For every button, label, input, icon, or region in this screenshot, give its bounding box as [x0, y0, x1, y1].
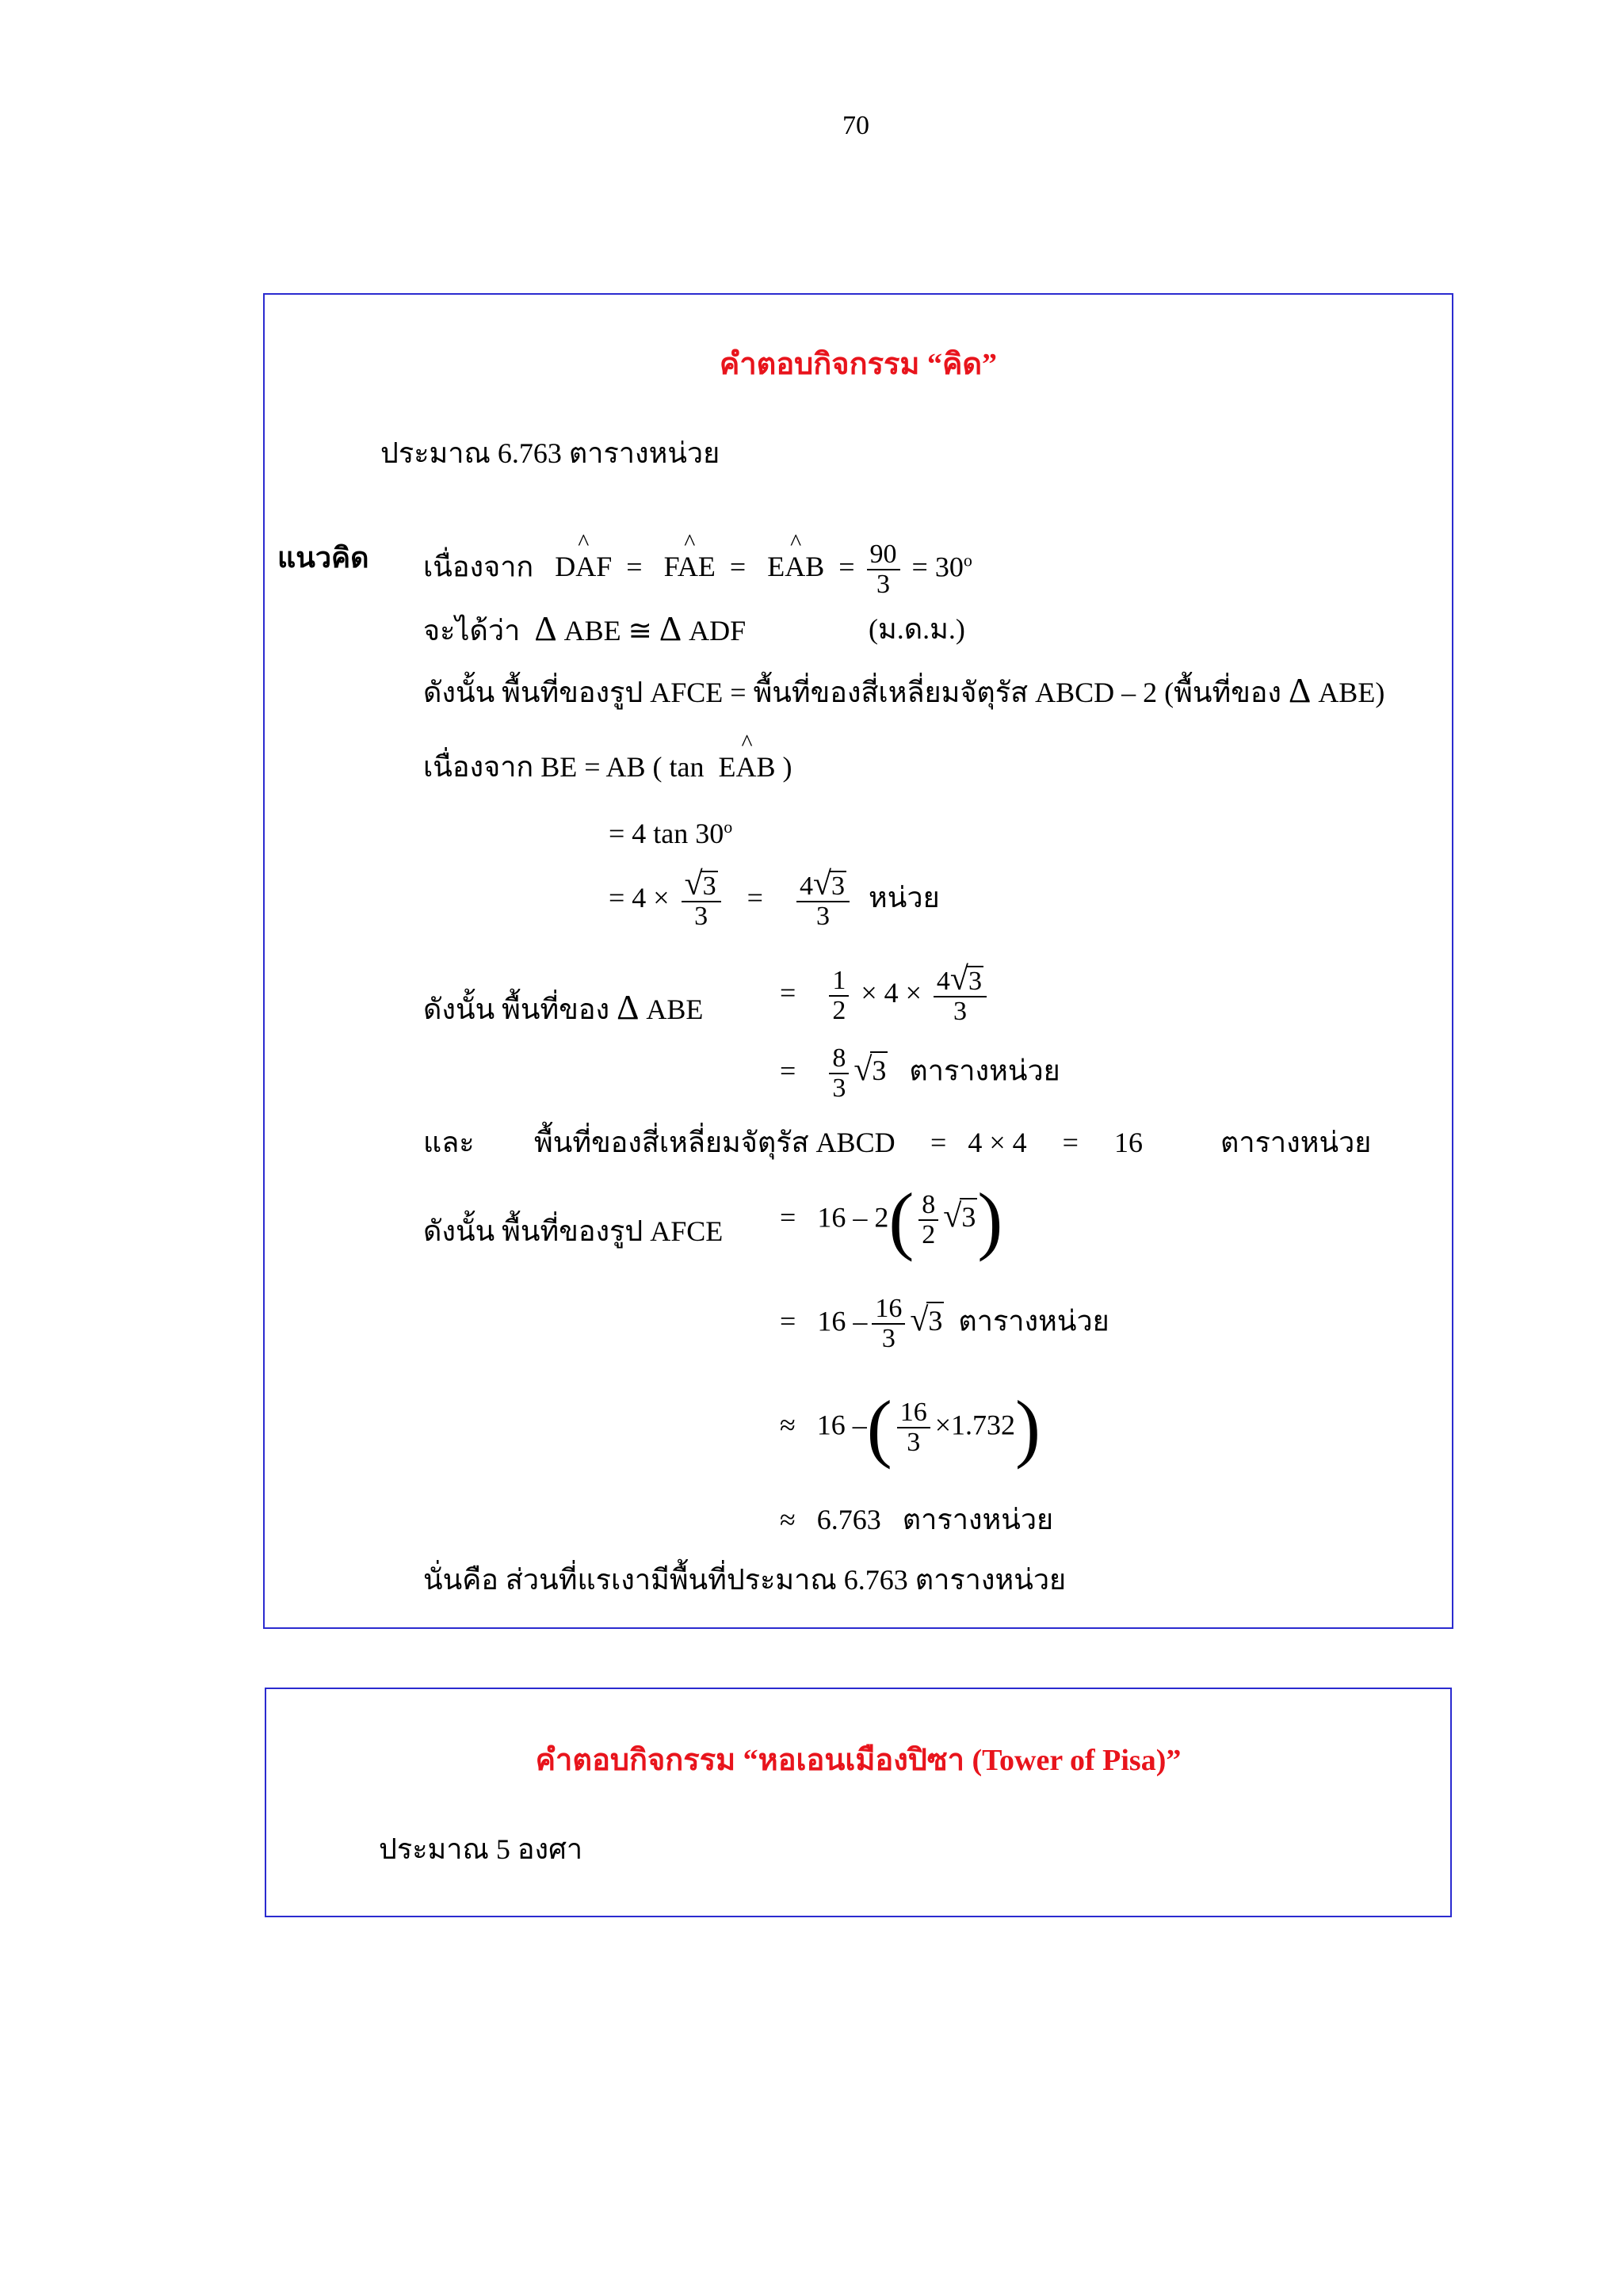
- thirty: 30: [934, 551, 964, 583]
- afce-result: ≈ 6.763 ตารางหน่วย: [780, 1504, 1054, 1535]
- afce-expr-1: = 16 – 2( $\frac{8}{2}$ √3): [780, 1177, 1003, 1262]
- conclusion-line: นั่นคือ ส่วนที่แรเงามีพื้นที่ประมาณ 6.763 ตารางหน่วย: [423, 1564, 1067, 1596]
- area-abe-value: = $\frac{8}{3}$ √3 ตารางหน่วย: [780, 1043, 1060, 1103]
- box-title: คำตอบกิจกรรม “คิด”: [719, 348, 998, 381]
- mdm-reason: (ม.ด.ม.): [869, 613, 965, 645]
- answer-box-pisa: [265, 1688, 1452, 1917]
- method-label: แนวคิด: [277, 542, 369, 574]
- angle-eab: ^ EAB: [767, 549, 824, 584]
- answer-line: ประมาณ 5 องศา: [379, 1833, 583, 1865]
- area-relation-line: ดังนั้น พื้นที่ของรูป AFCE = พื้นที่ของสี่เหลี่ยมจัตุรัส ABCD – 2 (พื้นที่ของ Δ ABE): [423, 671, 1385, 710]
- angle-equation: เนื่องจาก ^ DAF = ^ FAE = ^ EAB = $\frac{90}{3}$ = $30^o$: [423, 540, 972, 599]
- answer-box-think: [263, 293, 1453, 1629]
- abcd-area-label: พื้นที่ของสี่เหลี่ยมจัตุรัส ABCD: [534, 1127, 896, 1158]
- page-number: 70: [842, 111, 869, 140]
- box-title: คำตอบกิจกรรม “หอเอนเมืองปิซา (Tower of Pisa)”: [535, 1744, 1182, 1777]
- afce-expr-3: ≈ 16 –( $\frac{16}{3}$ ×1.732): [780, 1385, 1041, 1470]
- and-word: และ: [423, 1127, 475, 1158]
- abcd-unit: ตารางหน่วย: [1220, 1127, 1372, 1158]
- congruence-line: จะได้ว่า Δ ABE ≅ Δ ADF: [423, 609, 747, 648]
- be-line: เนื่องจาก BE = AB ( tan ^ EAB ): [423, 749, 792, 784]
- angle-daf: ^ DAF: [555, 549, 612, 584]
- be-value-line: = 4 × $\frac{√3}{3}$ = $\frac{4√3}{3}$ หน่วย: [609, 866, 940, 931]
- answer-line: ประมาณ 6.763 ตารางหน่วย: [380, 437, 720, 469]
- fraction-90-3: $\frac{90}{3}$: [867, 540, 900, 599]
- since-word: เนื่องจาก: [423, 551, 534, 583]
- angle-fae: ^ FAE: [664, 549, 716, 584]
- afce-expr-2: = 16 – $\frac{16}{3}$ √3 ตารางหน่วย: [780, 1294, 1109, 1353]
- afce-area-label: ดังนั้น พื้นที่ของรูป AFCE: [423, 1215, 724, 1247]
- abcd-area-expr: = 4 × 4 = 16: [930, 1127, 1143, 1158]
- area-abe-expr: = $\frac{1}{2}$ × 4 × $\frac{4√3}{3}$: [780, 965, 991, 1026]
- area-abe-label: ดังนั้น พื้นที่ของ Δ ABE: [423, 988, 704, 1027]
- tan30-line: = 4 tan 30$^o$: [609, 817, 733, 849]
